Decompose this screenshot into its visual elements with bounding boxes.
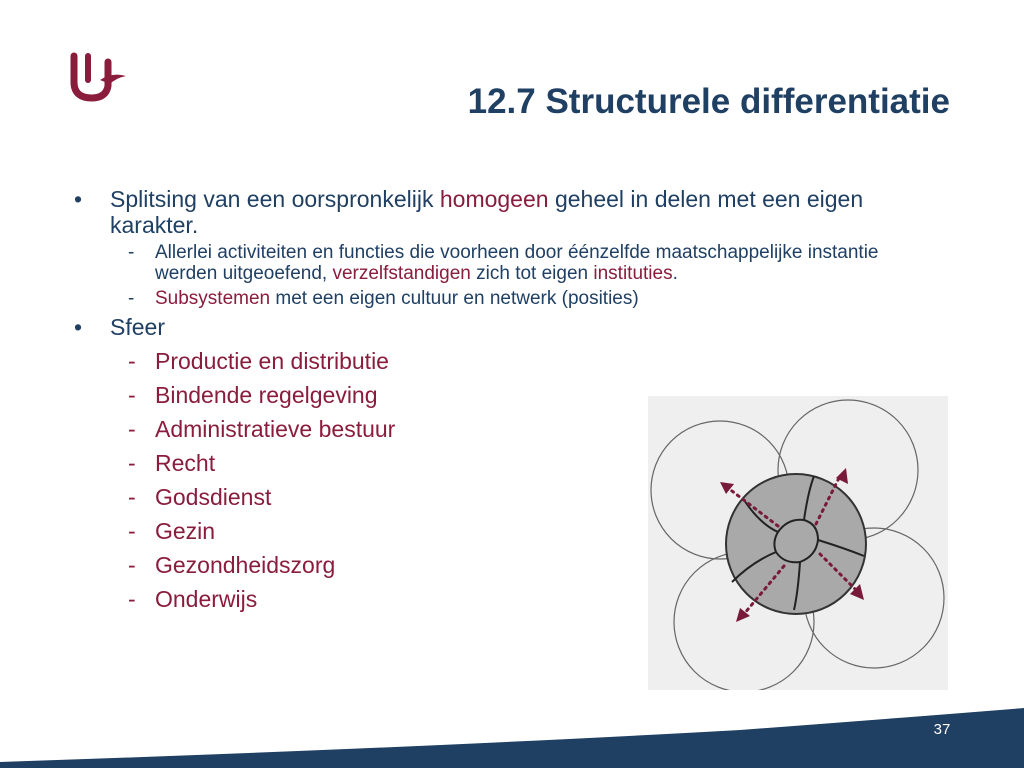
- bullet-splitsing: • Splitsing van een oorspronkelijk homogeen geheel in delen met een eigen karakter. - Allerlei activiteiten en functies die voorheen door éénzelfde maatschappelijke instantie werden uitgeoefend, verzelfstandigen zich tot eigen instituties. - Subsystemen met een eigen cultuur en netwerk (posities): [74, 186, 944, 309]
- sfeer-item: - Bindende regelgeving: [110, 382, 944, 408]
- sfeer-item: - Administratieve bestuur: [110, 416, 944, 442]
- footer-band: [0, 700, 1024, 768]
- sub-item-subsystemen: - Subsystemen met een eigen cultuur en netwerk (posities): [110, 288, 944, 309]
- page-number: 37: [933, 721, 951, 738]
- sfeer-item: - Recht: [110, 450, 944, 476]
- sfeer-item: - Godsdienst: [110, 484, 944, 510]
- sfeer-item: - Gezin: [110, 518, 944, 544]
- sub-list-splitsing: [110, 242, 944, 309]
- highlight-subsystemen: Subsystemen: [155, 288, 271, 309]
- sfeer-item: - Gezondheidszorg: [110, 552, 944, 578]
- sfeer-item: - Productie en distributie: [110, 348, 944, 374]
- differentiation-diagram: [648, 396, 948, 690]
- sfeer-item: - Onderwijs: [110, 586, 944, 612]
- slide-title: 12.7 Structurele differentiatie: [467, 82, 950, 121]
- university-logo-icon: [66, 52, 130, 106]
- sfeer-label: Sfeer: [110, 314, 165, 340]
- highlight-instituties: instituties: [593, 263, 673, 284]
- highlight-homogeen: homogeen: [439, 186, 549, 212]
- sub-item-activiteiten: - Allerlei activiteiten en functies die voorheen door éénzelfde maatschappelijke instantie werden uitgeoefend, verzelfstandigen zich tot eigen instituties.: [110, 242, 944, 284]
- highlight-verzelfstandigen: verzelfstandigen: [332, 263, 471, 284]
